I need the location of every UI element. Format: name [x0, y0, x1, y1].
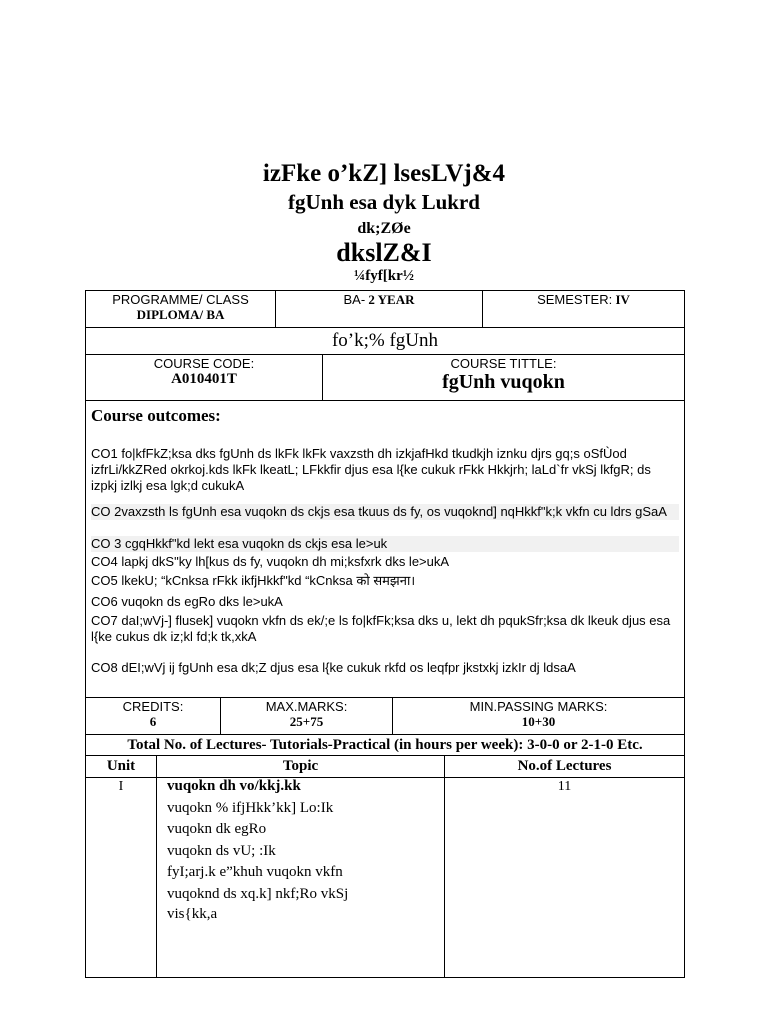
page-subtitle: fgUnh esa dyk Lukrd: [288, 190, 480, 214]
course-type-heading: ¼fyf[kr½: [354, 268, 414, 284]
course-title-value: fgUnh vuqokn: [442, 371, 565, 393]
header-lectures: No.of Lectures: [444, 756, 684, 777]
table-row: [86, 777, 684, 977]
course-title-cell: [322, 355, 684, 400]
topic-line: vuqoknd ds xq.k] nkf;Ro vkSj: [167, 886, 349, 902]
min-marks-cell: [392, 698, 684, 734]
credits-cell: [86, 698, 220, 734]
subject-row: [85, 327, 685, 355]
topic-title: vuqokn dh vo/kkj.kk: [167, 778, 301, 794]
outcome-co7: CO7 daI;wVj-] flusek] vuqokn vkfn ds ek/;e ls fo|kfFk;ksa dks u, lekt dh pqukSfr;ksa dk lkeuk djus esa l{ke cukus dk iz;kl fd;k tk,xkA: [91, 613, 671, 644]
topic-line: vuqokn % ifjHkk’kk] Lo:Ik: [167, 800, 334, 816]
programme-row: [85, 290, 685, 328]
outcome-co5: CO5 lkekU; “kCnksa rFkk ikfjHkkf"kd “kCnksa को समझना।: [91, 573, 416, 588]
units-table: [85, 755, 685, 978]
subject-title: fo’k;% fgUnh: [331, 330, 439, 351]
programme-cell: [86, 291, 275, 327]
topic-cell: [156, 777, 444, 977]
lectures-count: 11: [444, 777, 684, 977]
max-marks-value: 25+75: [289, 714, 324, 729]
course-code-value: A010401T: [171, 371, 237, 387]
outcome-co4: CO4 lapkj dkS"ky lh[kus ds fy, vuqokn dh mi;ksfxrk dks le>ukA: [91, 554, 450, 569]
course-number-heading: dkslZ&I: [336, 238, 432, 267]
course-title-label: COURSE TITTLE:: [450, 356, 557, 371]
lectures-text: Total No. of Lectures- Tutorials-Practical (in hours per week):: [127, 737, 524, 753]
year-value: 2 YEAR: [368, 292, 415, 307]
page-title: izFke o’kZ] lsesLVj&4: [262, 160, 506, 187]
credits-value: 6: [149, 714, 157, 729]
topic-line: fyI;arj.k e”khuh vuqokn vkfn: [167, 864, 343, 880]
outcome-co3: CO 3 cgqHkkf"kd lekt esa vuqokn ds ckjs esa le>uk: [91, 536, 679, 552]
outcome-co1: CO1 fo|kfFkZ;ksa dks fgUnh ds lkFk lkFk vaxzsth dh izkjafHkd tkudkjh iznku djrs gq;s oSfÙod izfrLi/kkZRed okrkoj.kds lkFk lkeatL; LFkkfir djus esa l{ke cukuk rFkk Hkkjrh; laLd`fr vkSj lkfgR; ds izpkj izlkj esa lgk;d cukukA: [91, 446, 651, 493]
outcome-co6: CO6 vuqokn ds egRo dks le>ukA: [91, 594, 283, 609]
year-prefix: BA-: [343, 292, 366, 307]
outcome-co2: CO 2vaxzsth ls fgUnh esa vuqokn ds ckjs esa tkuus ds fy, os vuqoknd] nqHkkf"k;k vkfn cu ldrs gSaA: [91, 504, 679, 520]
programme-value: DIPLOMA/ BA: [136, 307, 225, 322]
max-marks-cell: [220, 698, 392, 734]
course-code-label: COURSE CODE:: [153, 356, 255, 371]
programme-heading: dk;ZØe: [357, 220, 411, 237]
lectures-value: 3-0-0 or 2-1-0 Etc.: [527, 737, 643, 753]
min-marks-value: 10+30: [521, 714, 556, 729]
topic-line: vis{kk,a: [167, 906, 218, 922]
lectures-row: [85, 734, 685, 756]
units-table-header: [86, 756, 684, 778]
programme-label: PROGRAMME/ CLASS: [112, 292, 249, 307]
course-row: [85, 354, 685, 401]
topic-line: vuqokn ds vU; :Ik: [167, 843, 276, 859]
marks-row: [85, 697, 685, 735]
course-outcomes-section: [85, 400, 685, 698]
header-topic: Topic: [156, 756, 444, 777]
max-marks-label: MAX.MARKS:: [265, 699, 348, 714]
credits-label: CREDITS:: [122, 699, 184, 714]
topic-line: vuqokn dk egRo: [167, 821, 267, 837]
min-marks-label: MIN.PASSING MARKS:: [469, 699, 608, 714]
outcomes-heading: Course outcomes:: [91, 406, 221, 425]
year-cell: [275, 291, 482, 327]
semester-label: SEMESTER:: [537, 292, 613, 307]
semester-value: IV: [615, 292, 630, 307]
header-unit: Unit: [106, 758, 136, 774]
outcome-co8: CO8 dEI;wVj ij fgUnh esa dk;Z djus esa l{ke cukuk rkfd os leqfpr jkstxkj izkIr dj ldsaA: [91, 660, 576, 675]
course-code-cell: [86, 355, 322, 400]
unit-number: I: [118, 779, 124, 794]
semester-cell: [482, 291, 684, 327]
